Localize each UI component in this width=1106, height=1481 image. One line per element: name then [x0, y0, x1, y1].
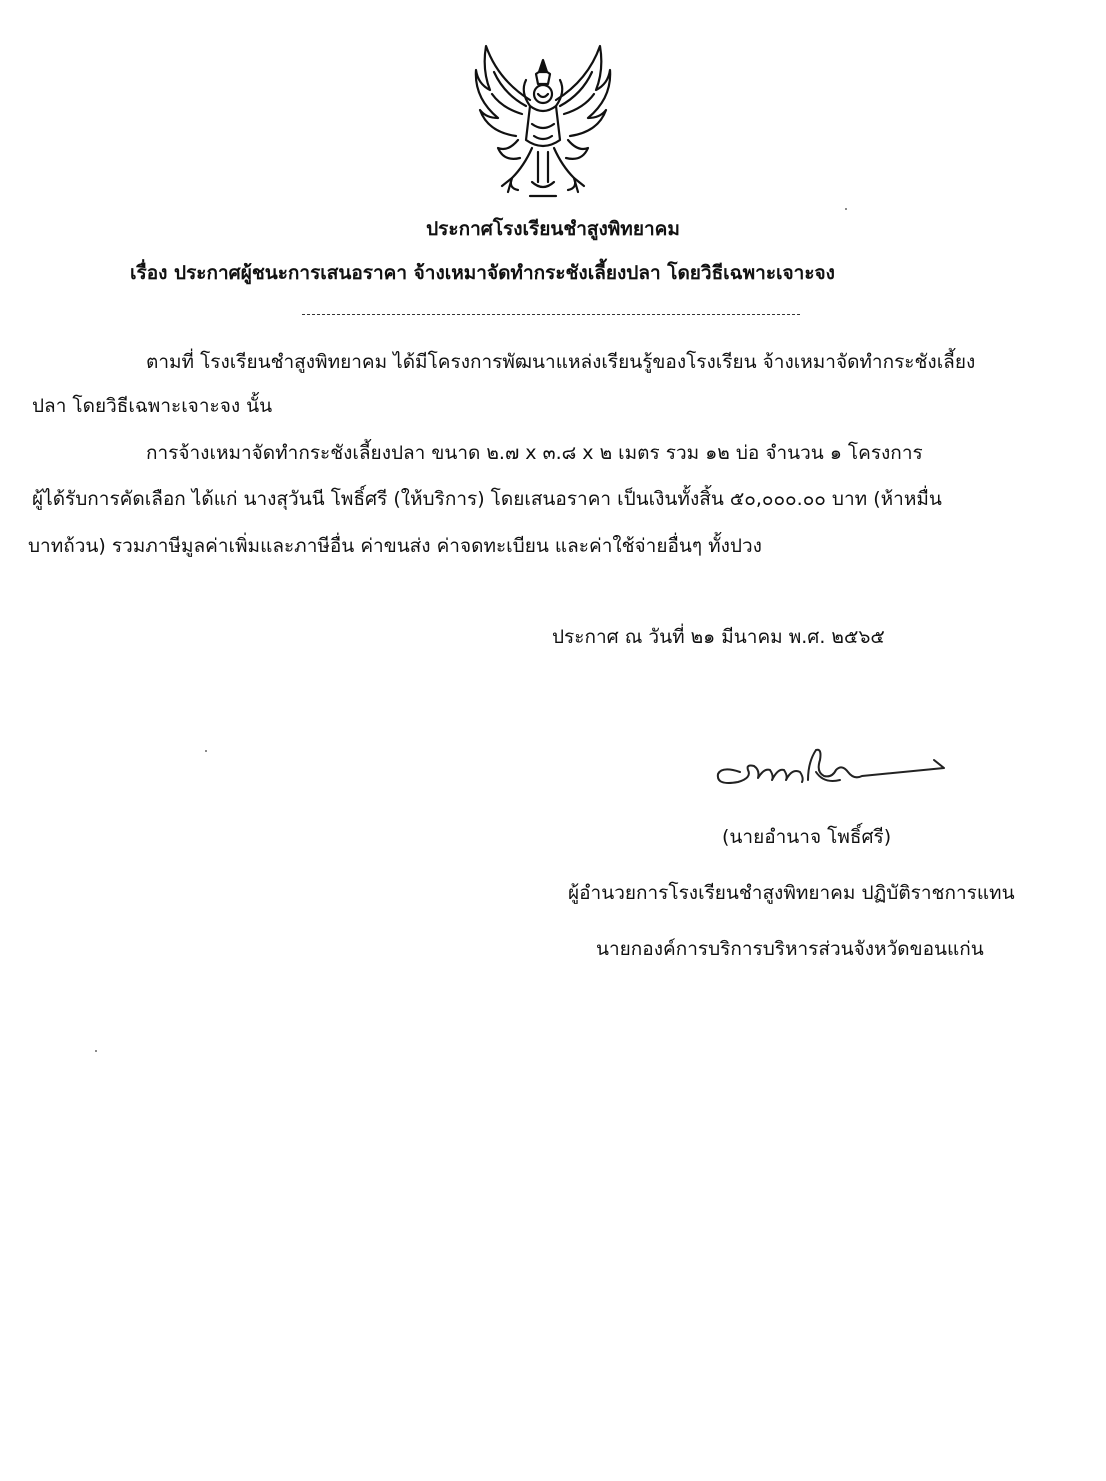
scan-speck — [95, 1050, 97, 1052]
announcement-subject: เรื่อง ประกาศผู้ชนะการเสนอราคา จ้างเหมาจัดทำกระชังเลี้ยงปลา โดยวิธีเฉพาะเจาะจง — [130, 262, 835, 284]
scan-speck — [845, 208, 847, 210]
separator-line — [302, 314, 800, 315]
announcement-title: ประกาศโรงเรียนชำสูงพิทยาคม — [426, 218, 680, 240]
paragraph1-line2: ปลา โดยวิธีเฉพาะเจาะจง นั้น — [32, 395, 273, 417]
signer-position-line2: นายกองค์การบริการบริหารส่วนจังหวัดขอนแก่น — [596, 938, 984, 960]
scan-speck — [205, 750, 207, 752]
paragraph2-line1: การจ้างเหมาจัดทำกระชังเลี้ยงปลา ขนาด ๒.๗ x ๓.๘ x ๒ เมตร รวม ๑๒ บ่อ จำนวน ๑ โครงการ — [146, 442, 923, 464]
paragraph2-line3: บาทถ้วน) รวมภาษีมูลค่าเพิ่มและภาษีอื่น ค่าขนส่ง ค่าจดทะเบียน และค่าใช้จ่ายอื่นๆ ทั้งปวง — [28, 535, 762, 557]
paragraph1-line1: ตามที่ โรงเรียนชำสูงพิทยาคม ได้มีโครงการพัฒนาแหล่งเรียนรู้ของโรงเรียน จ้างเหมาจัดทำกระชังเลี้ยง — [146, 351, 976, 373]
signer-position-line1: ผู้อำนวยการโรงเรียนชำสูงพิทยาคม ปฏิบัติราชการแทน — [568, 882, 1015, 904]
handwritten-signature-icon — [712, 742, 952, 798]
paragraph2-line2: ผู้ได้รับการคัดเลือก ได้แก่ นางสุวันนี โพธิ์ศรี (ให้บริการ) โดยเสนอราคา เป็นเงินทั้งสิ้น ๕๐,๐๐๐.๐๐ บาท (ห้าหมื่น — [32, 488, 942, 510]
garuda-emblem-icon — [468, 40, 618, 205]
announcement-date: ประกาศ ณ วันที่ ๒๑ มีนาคม พ.ศ. ๒๕๖๕ — [552, 626, 885, 648]
signer-name: (นายอำนาจ โพธิ์ศรี) — [722, 826, 892, 848]
